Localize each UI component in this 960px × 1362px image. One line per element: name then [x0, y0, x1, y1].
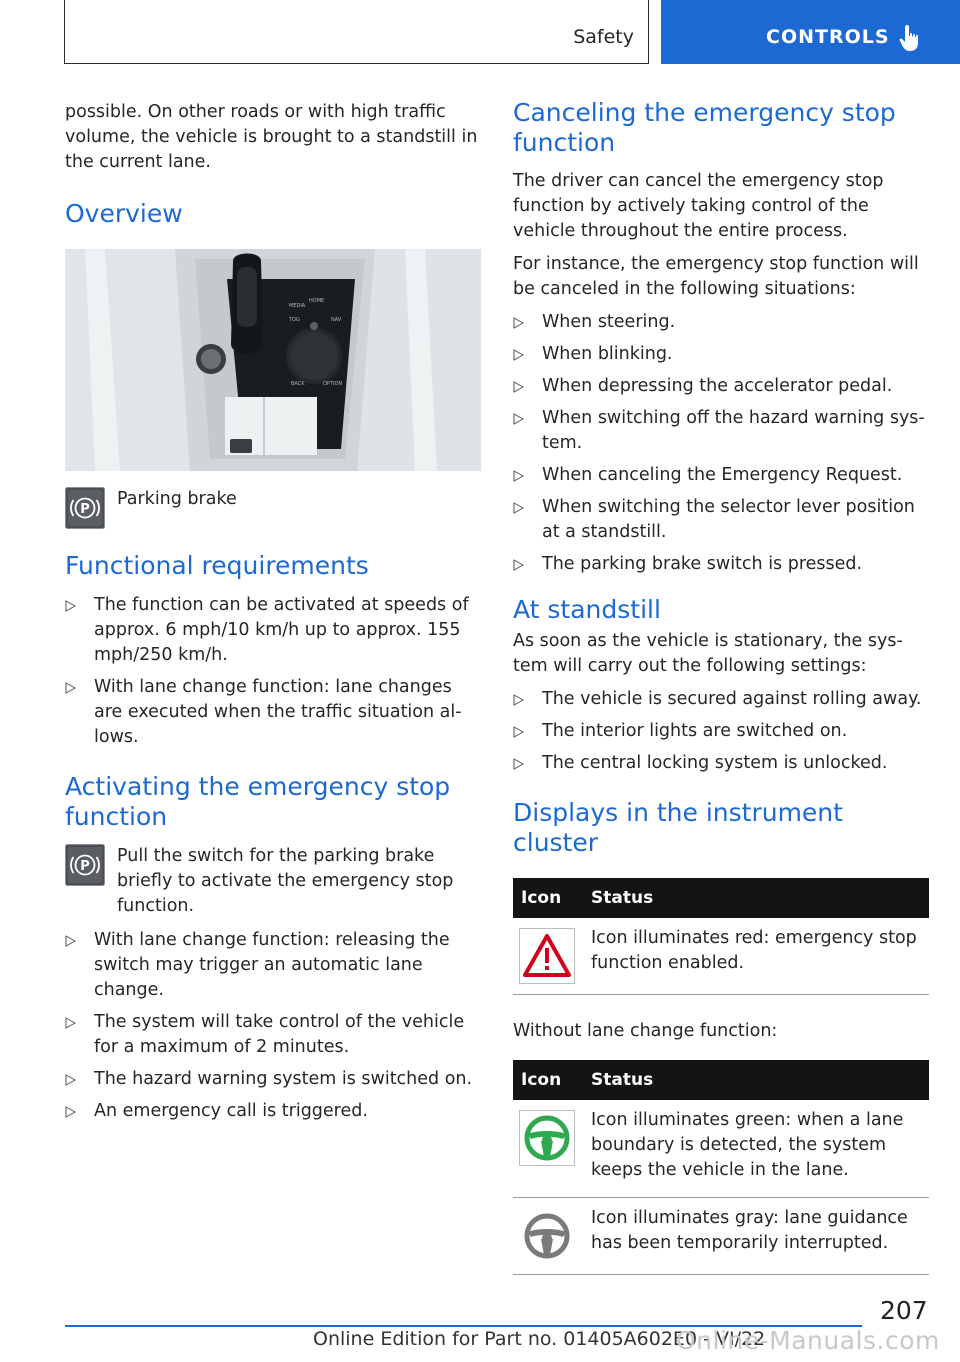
table-row	[513, 1198, 929, 1275]
console-label-home: HOME	[309, 298, 325, 304]
col-header-status: Status	[583, 1060, 929, 1100]
triangle-bullet-icon	[65, 682, 76, 694]
triangle-bullet-icon	[513, 317, 524, 329]
activating-heading: Activating the emergency stop function	[65, 772, 451, 831]
list-item: When canceling the Emergency Request.	[513, 463, 929, 488]
col-header-status: Status	[583, 878, 929, 918]
requirements-list	[65, 593, 481, 750]
left-column	[65, 100, 481, 1131]
triangle-bullet-icon	[513, 726, 524, 738]
status-text: Icon illuminates red: emergency stop function enabled.	[583, 918, 929, 995]
console-label-back: BACK	[291, 381, 305, 387]
edition-text: Online Edition for Part no. 01405A602E0 - VI/22	[313, 1328, 766, 1350]
list-item: With lane change function: releasing the switch may trigger an automatic lane change.	[65, 928, 481, 1003]
triangle-bullet-icon	[65, 1106, 76, 1118]
displays-heading: Displays in the instrument cluster	[513, 798, 843, 857]
list-item: The system will take control of the vehicle for a maximum of 2 minutes.	[65, 1010, 481, 1060]
list-item: The function can be activated at speeds of approx. 6 mph/10 km/h up to approx. 155 mph/250 km/h.	[65, 593, 481, 668]
canceling-heading: Canceling the emergency stop function	[513, 98, 896, 157]
table-row	[513, 1100, 929, 1198]
functional-requirements-heading: Functional requirements	[65, 551, 369, 580]
center-console-illustration	[65, 249, 481, 471]
triangle-bullet-icon	[513, 559, 524, 571]
triangle-bullet-icon	[513, 349, 524, 361]
center-console-photo	[65, 249, 481, 471]
console-label-nav: NAV	[331, 317, 342, 323]
display-table-2	[513, 1060, 929, 1275]
triangle-bullet-icon	[65, 1074, 76, 1086]
triangle-bullet-icon	[513, 502, 524, 514]
list-item: An emergency call is triggered.	[65, 1099, 481, 1124]
list-item: When depressing the accelerator pedal.	[513, 374, 929, 399]
console-label-media: MEDIA	[289, 303, 306, 309]
col-header-icon: Icon	[513, 1060, 583, 1100]
chapter-title: CONTROLS	[766, 26, 890, 48]
overview-heading: Overview	[65, 199, 183, 228]
list-item: The hazard warning system is switched on.	[65, 1067, 481, 1092]
parking-brake-label: Parking brake	[117, 489, 237, 509]
list-item: The interior lights are switched on.	[513, 719, 929, 744]
page-number: 207	[880, 1296, 928, 1325]
parking-brake-icon	[65, 487, 105, 529]
svg-text:P: P	[80, 502, 90, 517]
list-item: The parking brake switch is pressed.	[513, 552, 929, 577]
intro-paragraph: possible. On other roads or with high traffic volume, the vehicle is brought to a standstill in the current lane.	[65, 102, 478, 172]
at-standstill-heading: At standstill	[513, 595, 661, 624]
svg-text:P: P	[80, 859, 90, 874]
triangle-bullet-icon	[513, 758, 524, 770]
triangle-bullet-icon	[513, 694, 524, 706]
steering-wheel-icon	[519, 1208, 575, 1264]
col-header-icon: Icon	[513, 878, 583, 918]
activation-instruction	[65, 844, 481, 919]
triangle-bullet-icon	[513, 381, 524, 393]
header-section-box	[64, 0, 649, 64]
list-item: When steering.	[513, 310, 929, 335]
status-text: Icon illuminates green: when a lane boundary is detected, the system keeps the vehicle in the lane.	[583, 1100, 929, 1198]
right-column	[513, 98, 929, 1275]
section-title: Safety	[573, 26, 634, 48]
activation-text: Pull the switch for the parking brake briefly to activate the emergency stop function.	[117, 846, 454, 916]
console-label-tog: TOG	[289, 317, 300, 323]
warning-triangle-icon	[519, 928, 575, 984]
watermark-text: Online-Manuals.com	[676, 1326, 940, 1355]
standstill-paragraph: As soon as the vehicle is stationary, the sys‐ tem will carry out the following settings:	[513, 631, 903, 676]
cancel-paragraph-1: The driver can cancel the emergency stop function by actively taking control of the vehicle throughout the entire process.	[513, 171, 884, 241]
parking-brake-legend	[65, 487, 481, 529]
console-label-option: OPTION	[323, 381, 343, 387]
standstill-list	[513, 687, 929, 776]
header-chapter-box	[661, 0, 960, 64]
list-item: With lane change function: lane changes are executed when the traffic situation al‐ lows.	[65, 675, 481, 750]
list-item: The vehicle is secured against rolling away.	[513, 687, 929, 712]
display-table-1	[513, 878, 929, 995]
list-item: When switching the selector lever position at a standstill.	[513, 495, 929, 545]
triangle-bullet-icon	[513, 470, 524, 482]
table-header-row	[513, 1060, 929, 1100]
list-item: When blinking.	[513, 342, 929, 367]
table-row	[513, 918, 929, 995]
status-text: Icon illuminates gray: lane guidance has been temporarily interrupted.	[583, 1198, 929, 1275]
pointing-hand-icon	[899, 24, 921, 52]
list-item: The central locking system is unlocked.	[513, 751, 929, 776]
triangle-bullet-icon	[65, 935, 76, 947]
triangle-bullet-icon	[513, 413, 524, 425]
cancel-paragraph-2: For instance, the emergency stop function will be canceled in the following situations:	[513, 254, 919, 299]
list-item: When switching off the hazard warning sys‐ tem.	[513, 406, 929, 456]
cancel-list	[513, 310, 929, 577]
table-header-row	[513, 878, 929, 918]
activation-list	[65, 928, 481, 1124]
steering-wheel-icon	[519, 1110, 575, 1166]
parking-brake-icon	[65, 844, 105, 886]
triangle-bullet-icon	[65, 1017, 76, 1029]
without-lane-change-label: Without lane change function:	[513, 1021, 778, 1041]
triangle-bullet-icon	[65, 600, 76, 612]
